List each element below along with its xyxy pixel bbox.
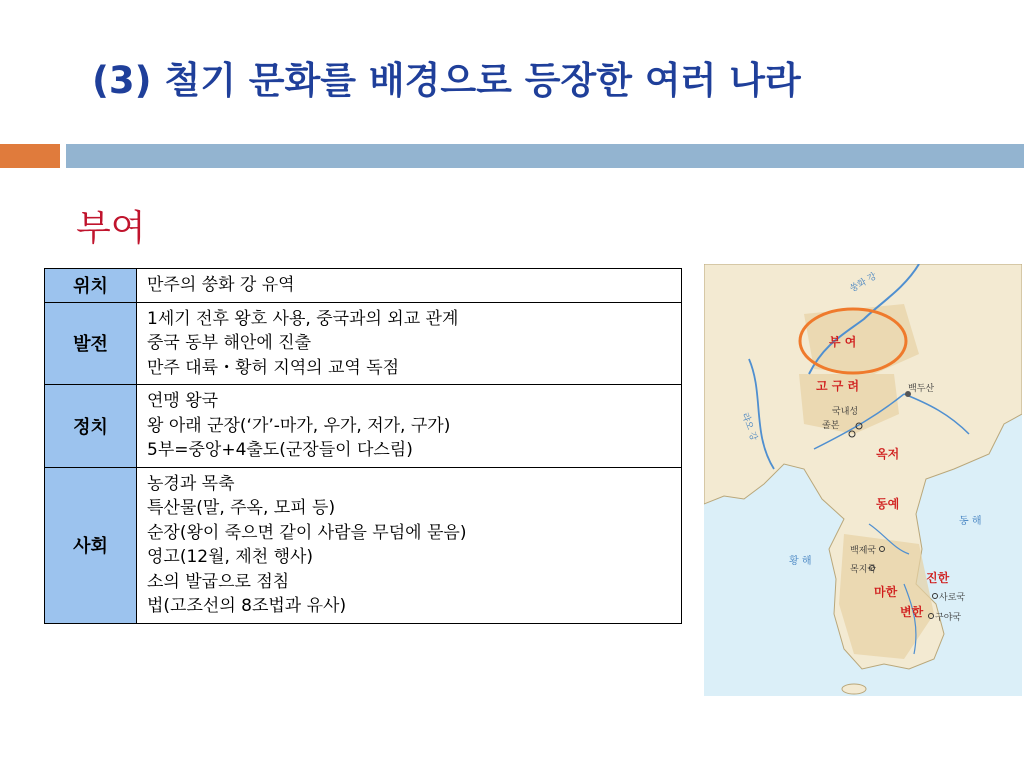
content-line: 만주의 쑹화 강 유역 [147,275,295,295]
jeju-island [842,684,866,694]
map-label-mahan: 마한 [874,585,898,599]
map-label-baekdusan: 백두산 [908,384,935,394]
content-line: 법(고조선의 8조법과 유사) [147,596,347,616]
map-label-gungnaeseong: 국내성 [832,407,859,417]
slide-title: (3) 철기 문화를 배경으로 등장한 여러 나라 [92,59,801,102]
map-label-east-sea: 동 해 [959,516,982,527]
accent-bar-blue [66,144,1024,168]
saroguk-marker [933,594,938,599]
table-row [45,302,682,385]
table-row [45,269,682,303]
map-label-jolbon: 졸본 [822,421,840,431]
accent-bar-orange [0,144,60,168]
map-label-buyeo: 부 여 [829,335,857,349]
row-header: 위치 [45,269,137,303]
content-line: 5부=중앙+4출도(군장들이 다스림) [147,440,413,460]
table-row [45,385,682,468]
map-label-yellow-sea: 황 해 [789,556,812,567]
row-header: 사회 [45,467,137,623]
content-line: 농경과 목축 [147,473,235,494]
content-line: 왕 아래 군장(‘가’-마가, 우가, 저가, 구가) [147,415,451,436]
map-label-baekjeguk: 백제국 [850,546,877,556]
buyeo-info-table [44,268,682,624]
content-line: 만주 대륙・황허 지역의 교역 독점 [147,357,400,378]
content-line: 특산물(말, 주옥, 모피 등) [147,498,336,518]
content-line: 영고(12월, 제천 행사) [147,547,314,567]
row-header: 정치 [45,385,137,468]
map-label-guyaguk: 구야국 [935,613,962,623]
content-line: 1세기 전후 왕호 사용, 중국과의 외교 관계 [147,308,459,329]
content-line: 중국 동부 해안에 진출 [147,333,312,353]
section-subtitle: 부여 [76,208,146,249]
map-label-dongye: 동예 [876,497,900,511]
map-label-okjeo: 옥저 [876,447,900,461]
table-row [45,467,682,623]
content-line: 순장(왕이 죽으면 같이 사람을 무덤에 묻음) [147,522,467,543]
row-content [137,269,682,303]
row-content [137,467,682,623]
content-line: 연맹 왕국 [147,391,219,411]
content-line: 소의 발굽으로 점침 [147,571,290,592]
map-label-jinhan: 진한 [926,571,950,585]
map-label-goguryeo: 고 구 려 [816,379,860,393]
map-label-liao-river: 랴오 강 [739,411,759,443]
row-content [137,302,682,385]
row-header: 발전 [45,302,137,385]
map-canvas [704,264,1022,696]
map-label-byeonhan: 변한 [900,605,924,619]
row-content [137,385,682,468]
map-label-songhwa-river: 쑹화 강 [848,271,879,295]
map-label-mokjiguk: 목지국 [850,565,877,575]
historical-map [704,264,1022,696]
map-label-saroguk: 사로국 [939,593,966,603]
